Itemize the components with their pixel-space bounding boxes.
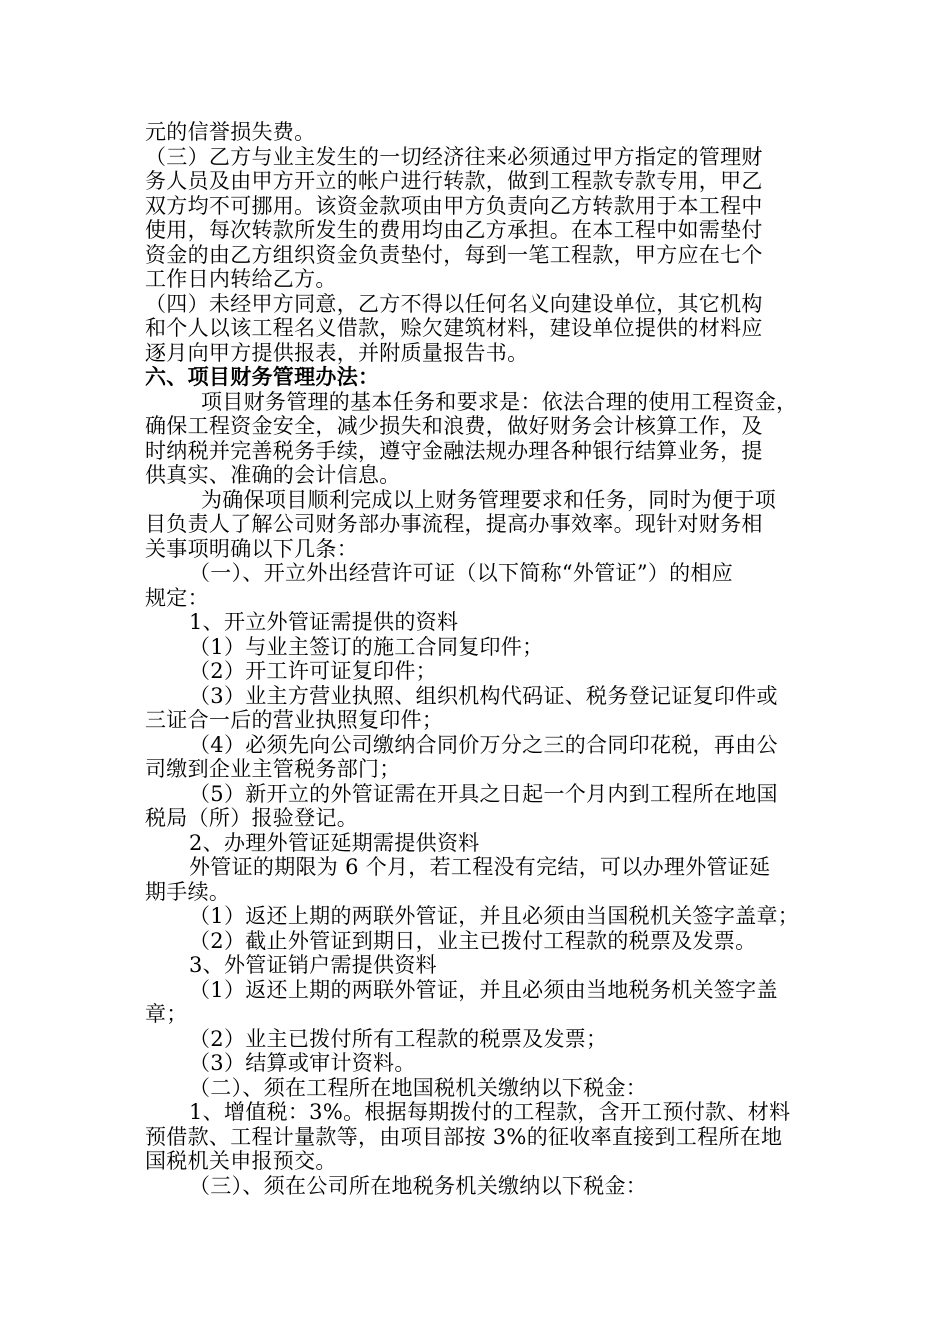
- text-line: （四）未经甲方同意，乙方不得以任何名义向建设单位，其它机构: [145, 291, 763, 316]
- text-line: 资金的由乙方组织资金负责垫付，每到一笔工程款，甲方应在七个: [145, 242, 763, 267]
- text-line: 关事项明确以下几条：: [145, 536, 358, 561]
- text-line: （5）新开立的外管证需在开具之日起一个月内到工程所在地国: [189, 781, 778, 806]
- text-line: 1、开立外管证需提供的资料: [189, 610, 459, 634]
- document-page: [145, 120, 805, 1198]
- text-line: 目负责人了解公司财务部办事流程，提高办事效率。现针对财务相: [145, 512, 763, 536]
- text-line: 项目财务管理的基本任务和要求是：依法合理的使用工程资金，: [201, 389, 798, 414]
- text-line: 3、外管证销户需提供资料: [189, 953, 437, 977]
- text-line: （2）业主已拨付所有工程款的税票及发票；: [189, 1026, 608, 1051]
- text-line: 和个人以该工程名义借款，赊欠建筑材料，建设单位提供的材料应: [145, 316, 763, 340]
- text-line: 国税机关申报预交。: [145, 1149, 337, 1173]
- text-line: 三证合一后的营业执照复印件；: [145, 708, 444, 732]
- text-line: （3）业主方营业执照、组织机构代码证、税务登记证复印件或: [189, 683, 778, 708]
- text-line: （一）、开立外出经营许可证（以下简称“外管证”）的相应: [189, 561, 734, 585]
- text-line: （1）返还上期的两联外管证，并且必须由当国税机关签字盖章；: [189, 904, 800, 928]
- text-line: 工作日内转给乙方。: [145, 267, 337, 291]
- text-line: （二）、须在工程所在地国税机关缴纳以下税金：: [189, 1075, 648, 1100]
- text-line: （1）返还上期的两联外管证，并且必须由当地税务机关签字盖: [189, 977, 778, 1002]
- text-line: 供真实、准确的会计信息。: [145, 463, 401, 487]
- text-line: 为确保项目顺利完成以上财务管理要求和任务，同时为便于项: [201, 487, 777, 512]
- text-line: 期手续。: [145, 879, 231, 904]
- text-line: 时纳税并完善税务手续，遵守金融法规办理各种银行结算业务，提: [145, 438, 763, 463]
- text-line: 双方均不可挪用。该资金款项由甲方负责向乙方转款用于本工程中: [145, 193, 763, 218]
- text-line: （4）必须先向公司缴纳合同价万分之三的合同印花税，再由公: [189, 732, 778, 757]
- text-line: （1）与业主签订的施工合同复印件；: [189, 634, 544, 659]
- text-line: （3）结算或审计资料。: [189, 1051, 416, 1075]
- section-heading: 六、项目财务管理办法：: [145, 364, 380, 389]
- text-line: 元的信誉损失费。: [145, 120, 316, 144]
- text-line: 2、办理外管证延期需提供资料: [189, 830, 480, 855]
- text-line: 税局（所）报验登记。: [145, 806, 358, 830]
- text-line: 确保工程资金安全，减少损失和浪费，做好财务会计核算工作，及: [145, 414, 763, 438]
- text-line: 规定：: [145, 585, 209, 610]
- text-line: 预借款、工程计量款等，由项目部按 3%的征收率直接到工程所在地: [145, 1124, 783, 1149]
- text-line: 章；: [145, 1002, 188, 1026]
- text-line: 逐月向甲方提供报表，并附质量报告书。: [145, 340, 529, 365]
- text-line: 务人员及由甲方开立的帐户进行转款，做到工程款专款专用，甲乙: [145, 169, 763, 193]
- text-line: （三）、须在公司所在地税务机关缴纳以下税金：: [189, 1173, 648, 1198]
- text-line: （2）开工许可证复印件；: [189, 659, 437, 683]
- text-line: （2）截止外管证到期日，业主已拨付工程款的税票及发票。: [189, 928, 757, 953]
- text-line: 司缴到企业主管税务部门；: [145, 757, 401, 781]
- text-line: 外管证的期限为 6 个月，若工程没有完结，可以办理外管证延: [189, 855, 771, 879]
- text-line: 使用，每次转款所发生的费用均由乙方承担。在本工程中如需垫付: [145, 218, 763, 242]
- text-line: （三）乙方与业主发生的一切经济往来必须通过甲方指定的管理财: [145, 144, 763, 169]
- text-line: 1、增值税：3%。根据每期拨付的工程款，含开工预付款、材料: [189, 1100, 791, 1124]
